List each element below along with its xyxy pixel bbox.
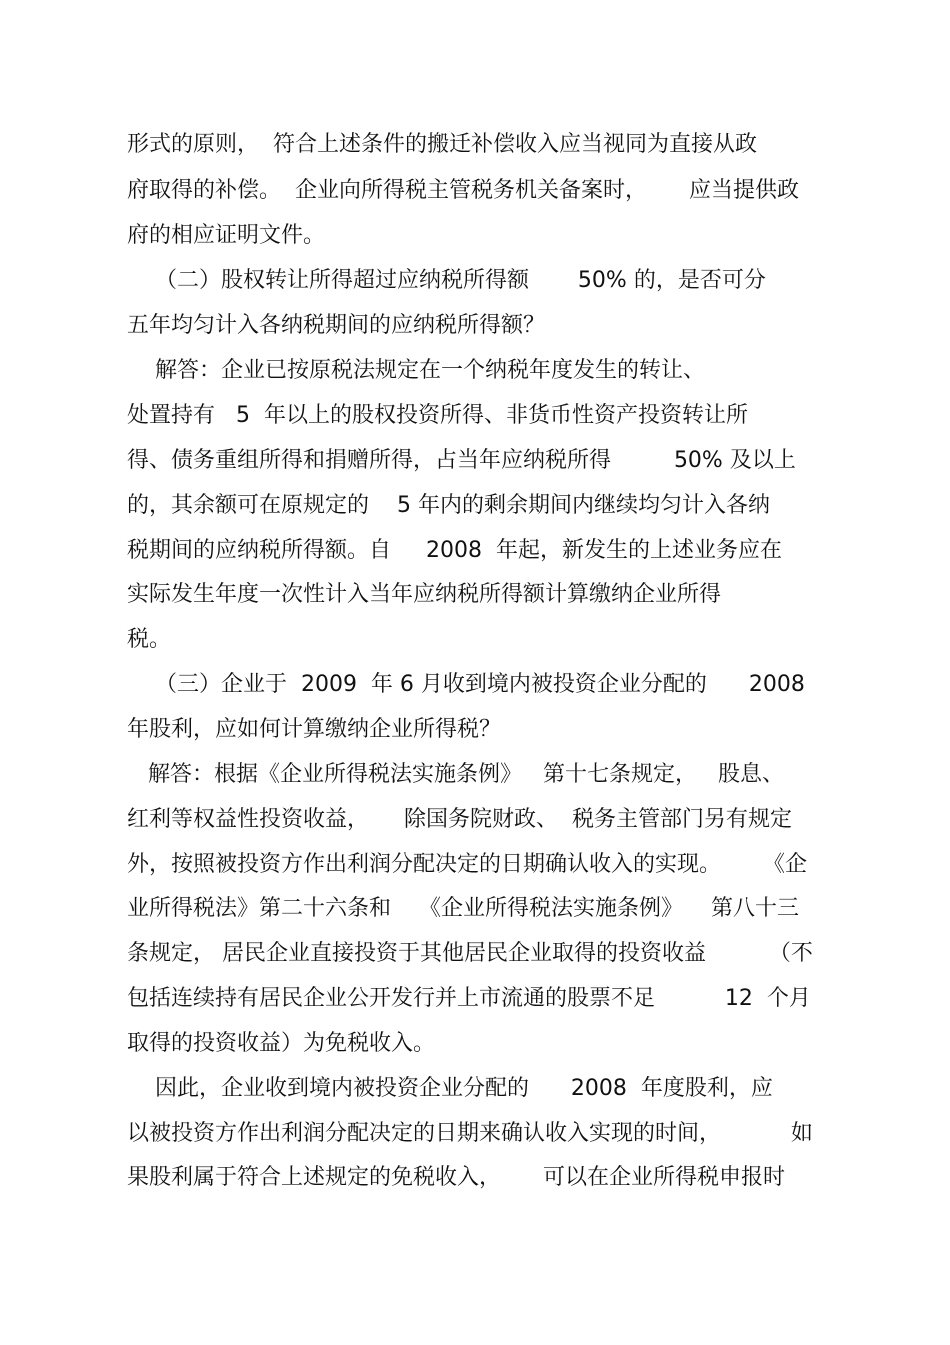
text-line: 府的相应证明文件。 xyxy=(127,223,326,248)
text-line: 因此，企业收到境内被投资企业分配的 2008 年度股利，应 xyxy=(127,1076,773,1101)
text-line: 以被投资方作出利润分配决定的日期来确认收入实现的时间， 如 xyxy=(127,1121,813,1146)
text-line: （二）股权转让所得超过应纳税所得额 50% 的，是否可分 xyxy=(127,268,766,293)
text-line: 府取得的补偿。 企业向所得税主管税务机关备案时， 应当提供政 xyxy=(127,178,799,203)
text-line: 实际发生年度一次性计入当年应纳税所得额计算缴纳企业所得 xyxy=(127,582,722,607)
text-line: 解答：根据《企业所得税法实施条例》 第十七条规定， 股息、 xyxy=(127,762,784,787)
text-line: 处置持有 5 年以上的股权投资所得、非货币性资产投资转让所 xyxy=(127,403,748,428)
text-line: 业所得税法》第二十六条和 《企业所得税法实施条例》 第八十三 xyxy=(127,896,799,921)
text-line: 果股利属于符合上述规定的免税收入， 可以在企业所得税申报时 xyxy=(127,1165,785,1190)
text-line: 税期间的应纳税所得额。自 2008 年起，新发生的上述业务应在 xyxy=(127,538,782,563)
text-line: 形式的原则， 符合上述条件的搬迁补偿收入应当视同为直接从政 xyxy=(127,132,757,157)
text-line: 包括连续持有居民企业公开发行并上市流通的股票不足 12 个月 xyxy=(127,986,811,1011)
text-line: 外，按照被投资方作出利润分配决定的日期确认收入的实现。 《企 xyxy=(127,852,807,877)
text-line: 年股利，应如何计算缴纳企业所得税？ xyxy=(127,717,502,742)
text-line: 条规定， 居民企业直接投资于其他居民企业取得的投资收益 （不 xyxy=(127,941,813,966)
text-line: 五年均匀计入各纳税期间的应纳税所得额？ xyxy=(127,313,546,338)
text-line: 得、债务重组所得和捐赠所得，占当年应纳税所得 50% 及以上 xyxy=(127,448,796,473)
text-line: 解答：企业已按原税法规定在一个纳税年度发生的转让、 xyxy=(127,358,705,383)
text-line: 税。 xyxy=(127,627,172,652)
text-line: 的，其余额可在原规定的 5 年内的剩余期间内继续均匀计入各纳 xyxy=(127,493,770,518)
text-line: 取得的投资收益）为免税收入。 xyxy=(127,1031,436,1056)
text-line: 红利等权益性投资收益， 除国务院财政、 税务主管部门另有规定 xyxy=(127,807,792,832)
text-line: （三）企业于 2009 年 6 月收到境内被投资企业分配的 2008 xyxy=(127,672,805,697)
